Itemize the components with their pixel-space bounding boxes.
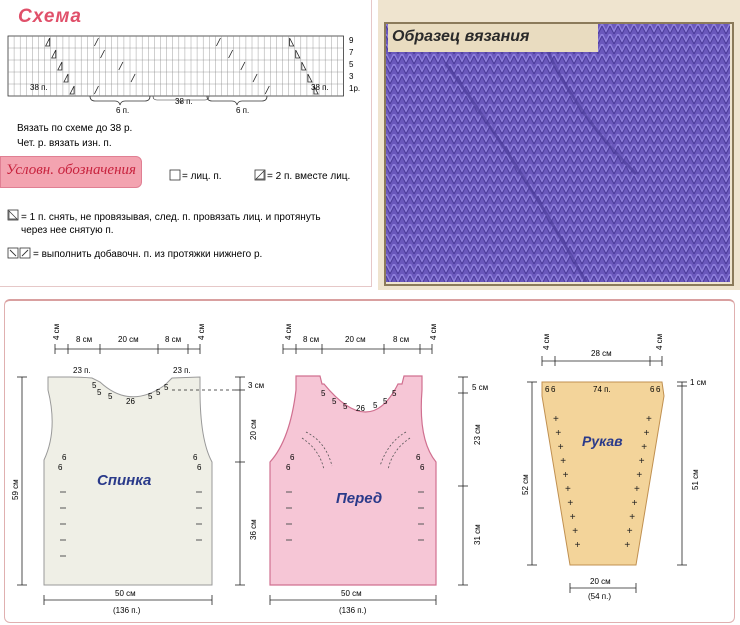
increase-mark: + <box>569 512 576 523</box>
corner-mark: 6 <box>545 385 550 394</box>
instruction-text: Вязать по схеме до 38 р. <box>17 123 133 134</box>
increase-mark: + <box>557 442 564 453</box>
dim-label: 52 см <box>521 474 530 495</box>
increase-mark: + <box>629 512 636 523</box>
dim-label: 51 см <box>691 469 700 490</box>
scheme-chart <box>0 0 372 150</box>
decrease-mark: 5 <box>392 389 397 398</box>
increase-mark: + <box>565 484 571 495</box>
increase-mark: + <box>567 498 574 509</box>
armhole-mark: 6 <box>416 453 421 462</box>
dim-label: 23 см <box>473 424 482 445</box>
sample-frame <box>384 22 734 286</box>
armhole-mark: 6 <box>62 453 67 462</box>
armhole-mark: 6 <box>193 453 198 462</box>
back-pattern <box>11 324 264 615</box>
stitch-count-label: 38 п. <box>30 83 48 92</box>
knit-stitch-icon <box>170 170 180 180</box>
dim-label: 3 см <box>248 381 265 390</box>
decrease-mark: 5 <box>92 381 97 390</box>
decrease-mark: 5 <box>164 383 169 392</box>
increase-mark: + <box>643 428 650 439</box>
dim-label: 20 см <box>345 335 366 344</box>
decrease-mark: 5 <box>321 389 326 398</box>
decrease-mark: 5 <box>332 397 337 406</box>
sleeve-shape <box>542 382 664 565</box>
sleeve-pattern <box>521 334 706 601</box>
legend-title: Условн. обозначения <box>6 162 136 178</box>
increase-mark: + <box>574 540 581 551</box>
row-number: 9 <box>349 36 354 45</box>
dim-label: 20 см <box>249 419 258 440</box>
dim-label: (136 п.) <box>113 606 141 615</box>
front-title: Перед <box>336 490 383 507</box>
row-number: 5 <box>349 60 354 69</box>
stitch-count-label: 6 п. <box>116 106 130 115</box>
dim-label: 4 см <box>284 323 293 340</box>
dim-label: (136 п.) <box>339 606 367 615</box>
decrease-mark: 5 <box>373 401 378 410</box>
front-shape <box>270 376 436 585</box>
dim-label: 50 см <box>341 589 362 598</box>
dim-label: 20 см <box>118 335 139 344</box>
decrease-mark: 5 <box>108 392 113 401</box>
increase-mark: + <box>641 442 648 453</box>
legend-items <box>0 150 372 287</box>
decrease-mark: 5 <box>148 392 153 401</box>
increase-mark: + <box>646 414 652 425</box>
decrease-mark: 5 <box>343 402 348 411</box>
stitch-label: 23 п. <box>173 366 191 375</box>
dim-label: 8 см <box>303 335 320 344</box>
decrease-mark: 5 <box>383 397 388 406</box>
brace <box>207 96 267 105</box>
row-number: 1р. <box>349 84 361 93</box>
corner-mark: 6 <box>650 385 655 394</box>
dim-label: 4 см <box>429 323 438 340</box>
legend-item-text: = лиц. п. <box>182 171 222 182</box>
armhole-mark: 6 <box>197 463 202 472</box>
legend-item-text: = 1 п. снять, не провязывая, след. п. провязать лиц. и протянуть <box>21 212 321 223</box>
increase-mark: + <box>560 456 567 467</box>
row-number: 3 <box>349 72 354 81</box>
increase-mark: + <box>636 470 643 481</box>
dim-label: 28 см <box>591 349 612 358</box>
corner-mark: 6 <box>656 385 661 394</box>
increase-mark: + <box>634 484 640 495</box>
sample-title: Образец вязания <box>392 28 530 45</box>
knitting-sample-panel <box>378 0 740 290</box>
increase-mark: + <box>562 470 569 481</box>
increase-mark: + <box>626 526 633 537</box>
dim-label: 4 см <box>655 333 664 350</box>
decrease-mark: 5 <box>156 388 161 397</box>
dim-label: 5 см <box>472 383 489 392</box>
dim-label: 8 см <box>76 335 93 344</box>
dim-label: 1 см <box>690 378 707 387</box>
corner-mark: 6 <box>551 385 556 394</box>
front-pattern <box>270 324 488 615</box>
dim-label: 4 см <box>197 323 206 340</box>
armhole-mark: 6 <box>58 463 63 472</box>
increase-mark: + <box>572 526 579 537</box>
dim-label: 36 см <box>249 519 258 540</box>
armhole-mark: 6 <box>290 453 295 462</box>
decrease-mark: 5 <box>97 388 102 397</box>
stitch-count-label: 6 п. <box>236 106 250 115</box>
dim-label: 4 см <box>52 323 61 340</box>
dim-label: 20 см <box>590 577 611 586</box>
row-number: 7 <box>349 48 354 57</box>
legend-item-text: = выполнить добавочн. п. из протяжки нижнего р. <box>33 249 263 260</box>
stitch-label: 23 п. <box>73 366 91 375</box>
stitch-label: 74 п. <box>593 385 611 394</box>
dim-label: 50 см <box>115 589 136 598</box>
scheme-panel <box>0 0 372 287</box>
decrease-mark: 26 <box>126 397 135 406</box>
increase-mark: + <box>638 456 645 467</box>
garment-patterns <box>0 300 740 625</box>
dim-label: 31 см <box>473 524 482 545</box>
legend-item-text: через нее снятую п. <box>21 225 114 236</box>
dim-label: 8 см <box>393 335 410 344</box>
decrease-mark: 26 <box>356 404 365 413</box>
dim-label: 8 см <box>165 335 182 344</box>
scheme-title: Схема <box>18 6 83 27</box>
increase-mark: + <box>553 414 559 425</box>
increase-mark: + <box>555 428 562 439</box>
brace <box>90 96 150 105</box>
sleeve-title: Рукав <box>582 433 623 449</box>
increase-mark: + <box>624 540 631 551</box>
armhole-mark: 6 <box>286 463 291 472</box>
increase-mark: + <box>631 498 638 509</box>
dim-label: 59 см <box>11 479 20 500</box>
stitch-count-label: 38 п. <box>175 97 193 106</box>
legend-item-text: = 2 п. вместе лиц. <box>267 171 351 182</box>
dim-label: 4 см <box>542 333 551 350</box>
stitch-count-label: 38 п. <box>311 83 329 92</box>
armhole-mark: 6 <box>420 463 425 472</box>
dim-label: (54 п.) <box>588 592 612 601</box>
instruction-text: Чет. р. вязать изн. п. <box>17 138 112 149</box>
back-title: Спинка <box>97 472 152 489</box>
